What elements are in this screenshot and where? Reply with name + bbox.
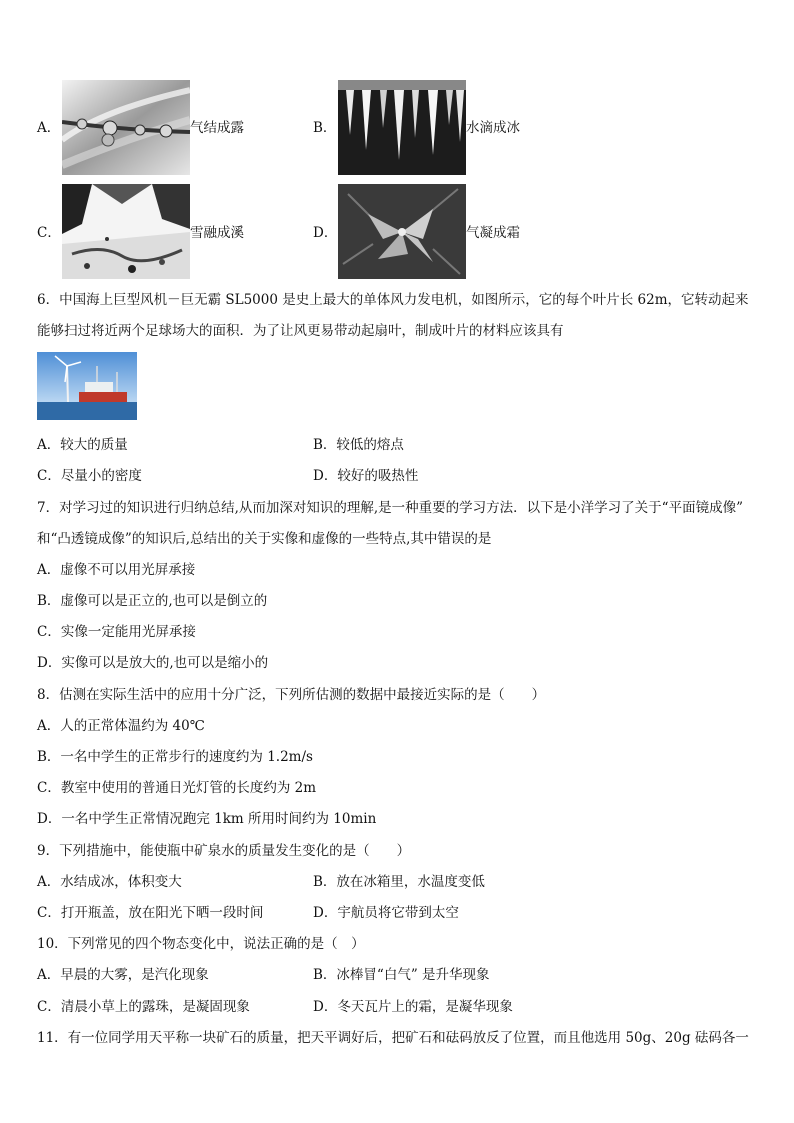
snowmelt-photo xyxy=(62,184,190,279)
q6-option-d-text: 较好的吸热性 xyxy=(337,468,419,484)
q8-option-d-label: D． xyxy=(37,811,62,827)
q10-option-a xyxy=(37,967,209,983)
q8-option-a xyxy=(37,718,205,734)
q10-option-c-text: 清晨小草上的露珠，是凝固现象 xyxy=(60,999,250,1015)
q8-option-a-text: 人的正常体温约为 40℃ xyxy=(60,718,205,734)
q6-option-c xyxy=(37,468,142,484)
q5-option-d-label: D． xyxy=(313,225,338,241)
q6-option-b-label: B． xyxy=(313,437,337,453)
q9-option-b-text: 放在冰箱里，水温度变低 xyxy=(336,874,485,890)
q7-option-c-text: 实像一定能用光屏承接 xyxy=(60,624,196,640)
q6-option-c-label: C． xyxy=(37,468,61,484)
q5-option-b-label: B． xyxy=(313,120,337,136)
q7-stem-line2: 和“凸透镜成像”的知识后,总结出的关于实像和虚像的一些特点,其中错误的是 xyxy=(37,531,492,547)
q9-option-a xyxy=(37,874,182,890)
q5-option-a-text: 气结成露 xyxy=(190,120,244,136)
q9-option-d-text: 宇航员将它带到太空 xyxy=(337,905,459,921)
q5-option-c-text: 雪融成溪 xyxy=(190,225,244,241)
dewdrops-photo xyxy=(62,80,190,175)
q9-option-c xyxy=(37,905,263,921)
q6-option-c-text: 尽量小的密度 xyxy=(60,468,142,484)
q7-option-d-label: D． xyxy=(37,655,62,671)
q6-option-b xyxy=(313,437,404,453)
q10-option-d-label: D． xyxy=(313,999,338,1015)
q7-option-b-text: 虚像可以是正立的,也可以是倒立的 xyxy=(60,593,268,609)
q7-option-d-text: 实像可以是放大的,也可以是缩小的 xyxy=(61,655,269,671)
q9-option-a-label: A． xyxy=(37,874,61,890)
q8-option-b-text: 一名中学生的正常步行的速度约为 1.2m/s xyxy=(60,749,313,765)
q8-option-a-label: A． xyxy=(37,718,61,734)
q5-option-d-text: 气凝成霜 xyxy=(466,225,520,241)
q7-option-c-label: C． xyxy=(37,624,61,640)
q9-option-d xyxy=(313,905,459,921)
q10-option-c-label: C． xyxy=(37,999,61,1015)
q7-option-a-text: 虚像不可以用光屏承接 xyxy=(60,562,196,578)
q9-stem: 9．下列措施中，能使瓶中矿泉水的质量发生变化的是（ ） xyxy=(37,843,411,859)
q10-option-d xyxy=(313,999,513,1015)
q7-option-a-label: A． xyxy=(37,562,61,578)
q9-option-c-label: C． xyxy=(37,905,61,921)
q10-option-b xyxy=(313,967,490,983)
q6-option-a-label: A． xyxy=(37,437,61,453)
q7-option-b-label: B． xyxy=(37,593,61,609)
q7-option-c xyxy=(37,624,196,640)
q6-option-d-label: D． xyxy=(313,468,338,484)
q8-option-d-text: 一名中学生正常情况跑完 1km 所用时间约为 10min xyxy=(61,811,377,827)
wind-turbine-photo xyxy=(37,352,137,420)
q6-stem-line1: 6．中国海上巨型风机－巨无霸 SL5000 是史上最大的单体风力发电机，如图所示，它的每个叶片长 62m，它转动起来 xyxy=(37,292,749,308)
q10-option-b-text: 冰棒冒“白气” 是升华现象 xyxy=(336,967,490,983)
q10-option-a-label: A． xyxy=(37,967,61,983)
q9-option-c-text: 打开瓶盖，放在阳光下晒一段时间 xyxy=(60,905,264,921)
q10-option-c xyxy=(37,999,250,1015)
q5-option-b-text: 水滴成冰 xyxy=(466,120,520,136)
q7-stem-line1: 7．对学习过的知识进行归纳总结,从而加深对知识的理解,是一种重要的学习方法．以下是小洋学习了关于“平面镜成像” xyxy=(37,500,743,516)
q6-option-a-text: 较大的质量 xyxy=(60,437,128,453)
q10-option-a-text: 早晨的大雾，是汽化现象 xyxy=(60,967,209,983)
q10-option-d-text: 冬天瓦片上的霜，是凝华现象 xyxy=(337,999,513,1015)
q8-option-b-label: B． xyxy=(37,749,61,765)
q9-option-b-label: B． xyxy=(313,874,337,890)
q6-option-b-text: 较低的熔点 xyxy=(336,437,404,453)
q8-stem: 8．估测在实际生活中的应用十分广泛，下列所估测的数据中最接近实际的是（ ） xyxy=(37,687,546,703)
q7-option-a xyxy=(37,562,195,578)
q6-option-d xyxy=(313,468,418,484)
q7-option-b xyxy=(37,593,267,609)
icicles-photo xyxy=(338,80,466,175)
q9-option-a-text: 水结成冰，体积变大 xyxy=(60,874,182,890)
q5-option-c-label: C． xyxy=(37,225,61,241)
q10-option-b-label: B． xyxy=(313,967,337,983)
q8-option-d xyxy=(37,811,376,827)
q5-option-a-label: A． xyxy=(37,120,61,136)
q8-option-b xyxy=(37,749,313,765)
q10-stem: 10．下列常见的四个物态变化中，说法正确的是（ ） xyxy=(37,936,365,952)
q7-option-d xyxy=(37,655,268,671)
q8-option-c xyxy=(37,780,316,796)
q9-option-d-label: D． xyxy=(313,905,338,921)
q9-option-b xyxy=(313,874,485,890)
q8-option-c-label: C． xyxy=(37,780,61,796)
q6-stem-line2: 能够扫过将近两个足球场大的面积．为了让风更易带动起扇叶，制成叶片的材料应该具有 xyxy=(37,323,564,339)
q6-option-a xyxy=(37,437,128,453)
q11-stem-line1: 11．有一位同学用天平称一块矿石的质量，把天平调好后，把矿石和砝码放反了位置，而且他选用 50g、20g 砝码各一 xyxy=(37,1030,749,1046)
frost-leaf-photo xyxy=(338,184,466,279)
q8-option-c-text: 教室中使用的普通日光灯管的长度约为 2m xyxy=(60,780,317,796)
